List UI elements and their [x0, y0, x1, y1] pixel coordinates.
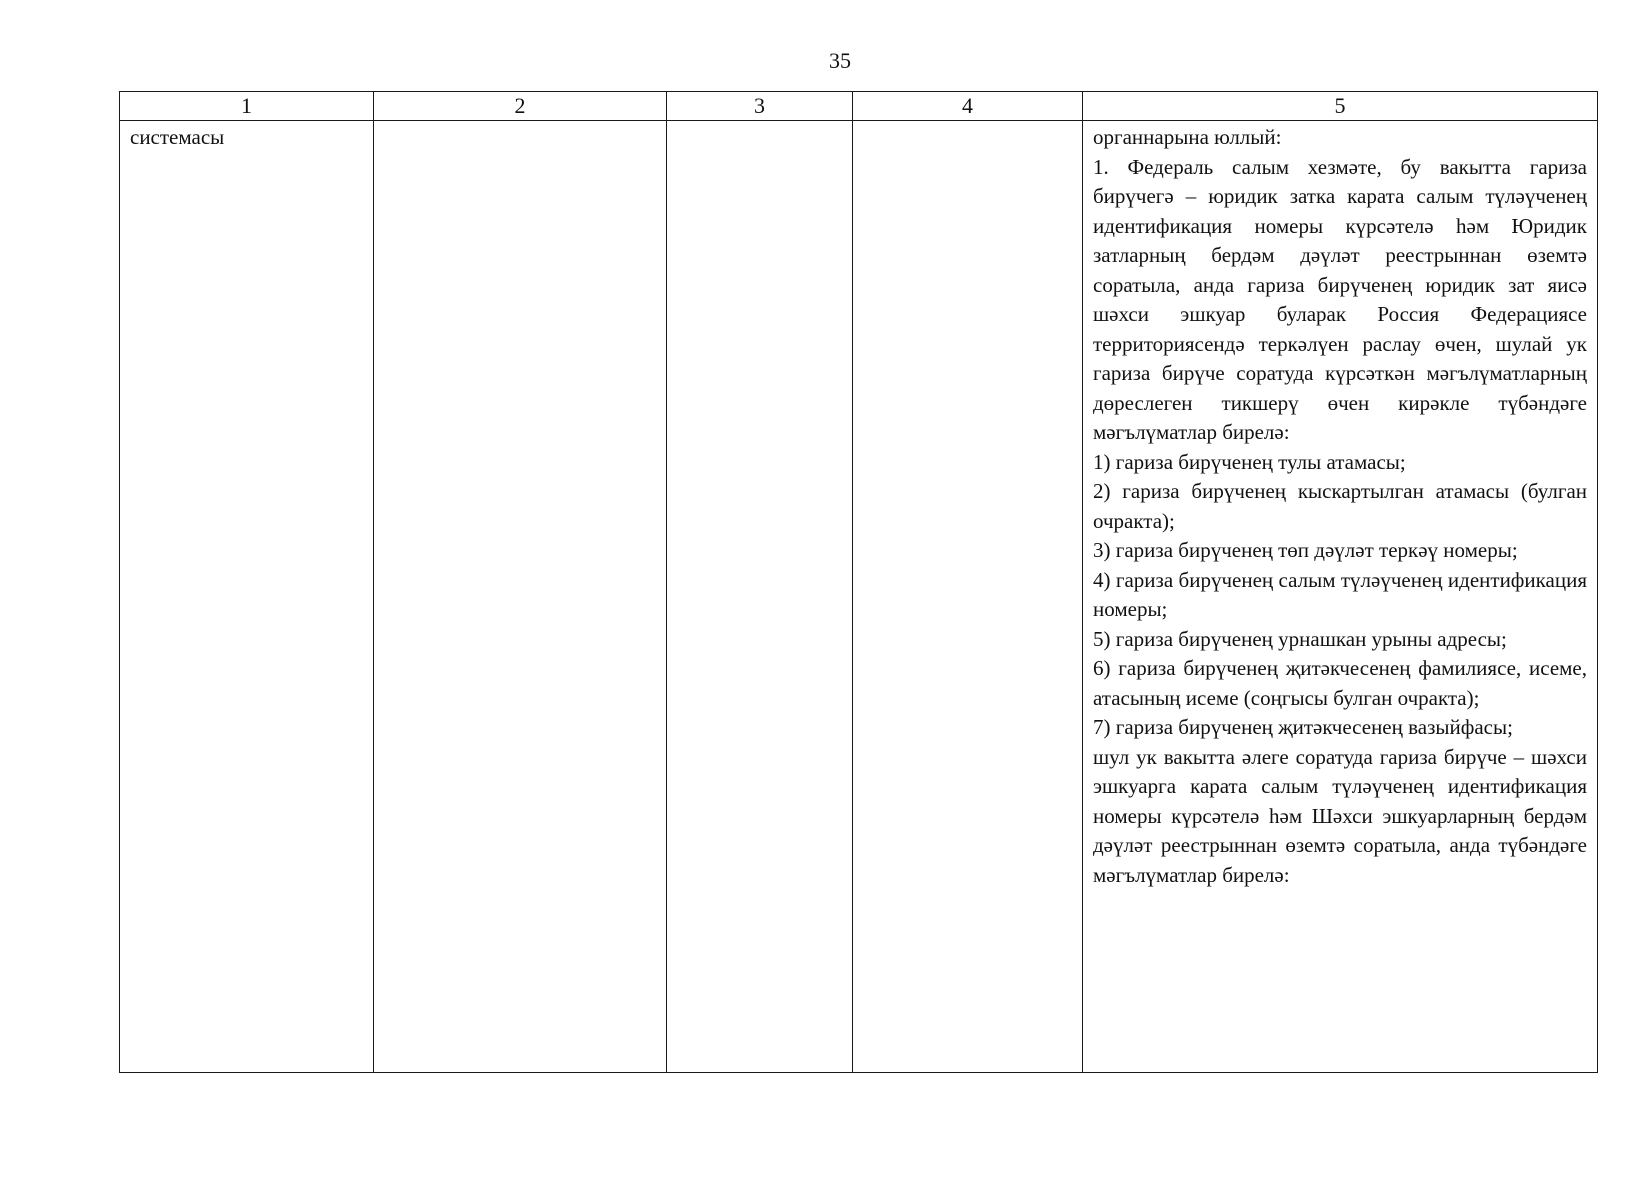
list-item-7: 7) гариза бирүченең җитәкчесенең вазыйфасы;: [1093, 715, 1513, 739]
cell-col5: [1083, 121, 1598, 1073]
paragraph-individual-entrepreneur: шул ук вакытта әлеге соратуда гариза бирүче – шәхси эшкуарга карата салым түләүченең идентификация номеры күрсәтелә һәм Шәхси эшкуарларның бердәм дәүләт реестрыннан өземтә соратыла, анда түбәндәге мәгълүматлар бирелә:: [1093, 744, 1587, 887]
column-header-5: 5: [1083, 92, 1598, 121]
paragraph-federal-tax-service: 1. Федераль салым хезмәте, бу вакытта гариза бирүчегә – юридик затка карата салым түләүченең идентификация номеры күрсәтелә һәм Юридик затларның бердәм дәүләт реестрыннан өземтә соратыла, анда гариза бирүченең юридик зат яисә шәхси эшкуар буларак Россия Федерациясе территориясендә теркәлүен раслау өчен, шулай ук гариза бирүче соратуда күрсәткән мәгълүматларның дөреслеген тикшерү өчен кирәкле түбәндәге мәгълүматлар бирелә:: [1093, 154, 1587, 444]
column-header-2: 2: [374, 92, 667, 121]
cell-col2-text: [374, 121, 666, 123]
list-item-5: 5) гариза бирүченең урнашкан урыны адресы;: [1093, 626, 1507, 651]
list-item-6: 6) гариза бирүченең җитәкчесенең фамилиясе, исеме, атасының исеме (соңгысы булган очракта);: [1093, 656, 1587, 710]
column-header-4: 4: [853, 92, 1083, 121]
cell-col4-text: [853, 121, 1082, 123]
column-header-3: 3: [667, 92, 853, 121]
paragraph-intro: органнарына юллый:: [1093, 125, 1282, 149]
cell-col3: [667, 121, 853, 1073]
cell-col1-text: системасы: [130, 125, 225, 149]
column-header-1: 1: [120, 92, 374, 121]
list-item-4: 4) гариза бирүченең салым түләүченең идентификация номеры;: [1093, 567, 1587, 621]
document-table: [119, 91, 1598, 1073]
cell-col4: [853, 121, 1083, 1073]
cell-col3-text: [667, 121, 852, 123]
page-number: 35: [829, 48, 851, 73]
cell-col1: [120, 121, 374, 1073]
list-item-3: 3) гариза бирүченең төп дәүләт теркәү номеры;: [1093, 538, 1518, 562]
table-row: [120, 121, 1598, 1073]
cell-col5-content: [1083, 121, 1597, 890]
list-item-2: 2) гариза бирүченең кыскартылган атамасы (булган очракта);: [1093, 479, 1587, 533]
cell-col2: [374, 121, 667, 1073]
table-header-row: [120, 92, 1598, 121]
list-item-1: 1) гариза бирүченең тулы атамасы;: [1093, 449, 1406, 474]
